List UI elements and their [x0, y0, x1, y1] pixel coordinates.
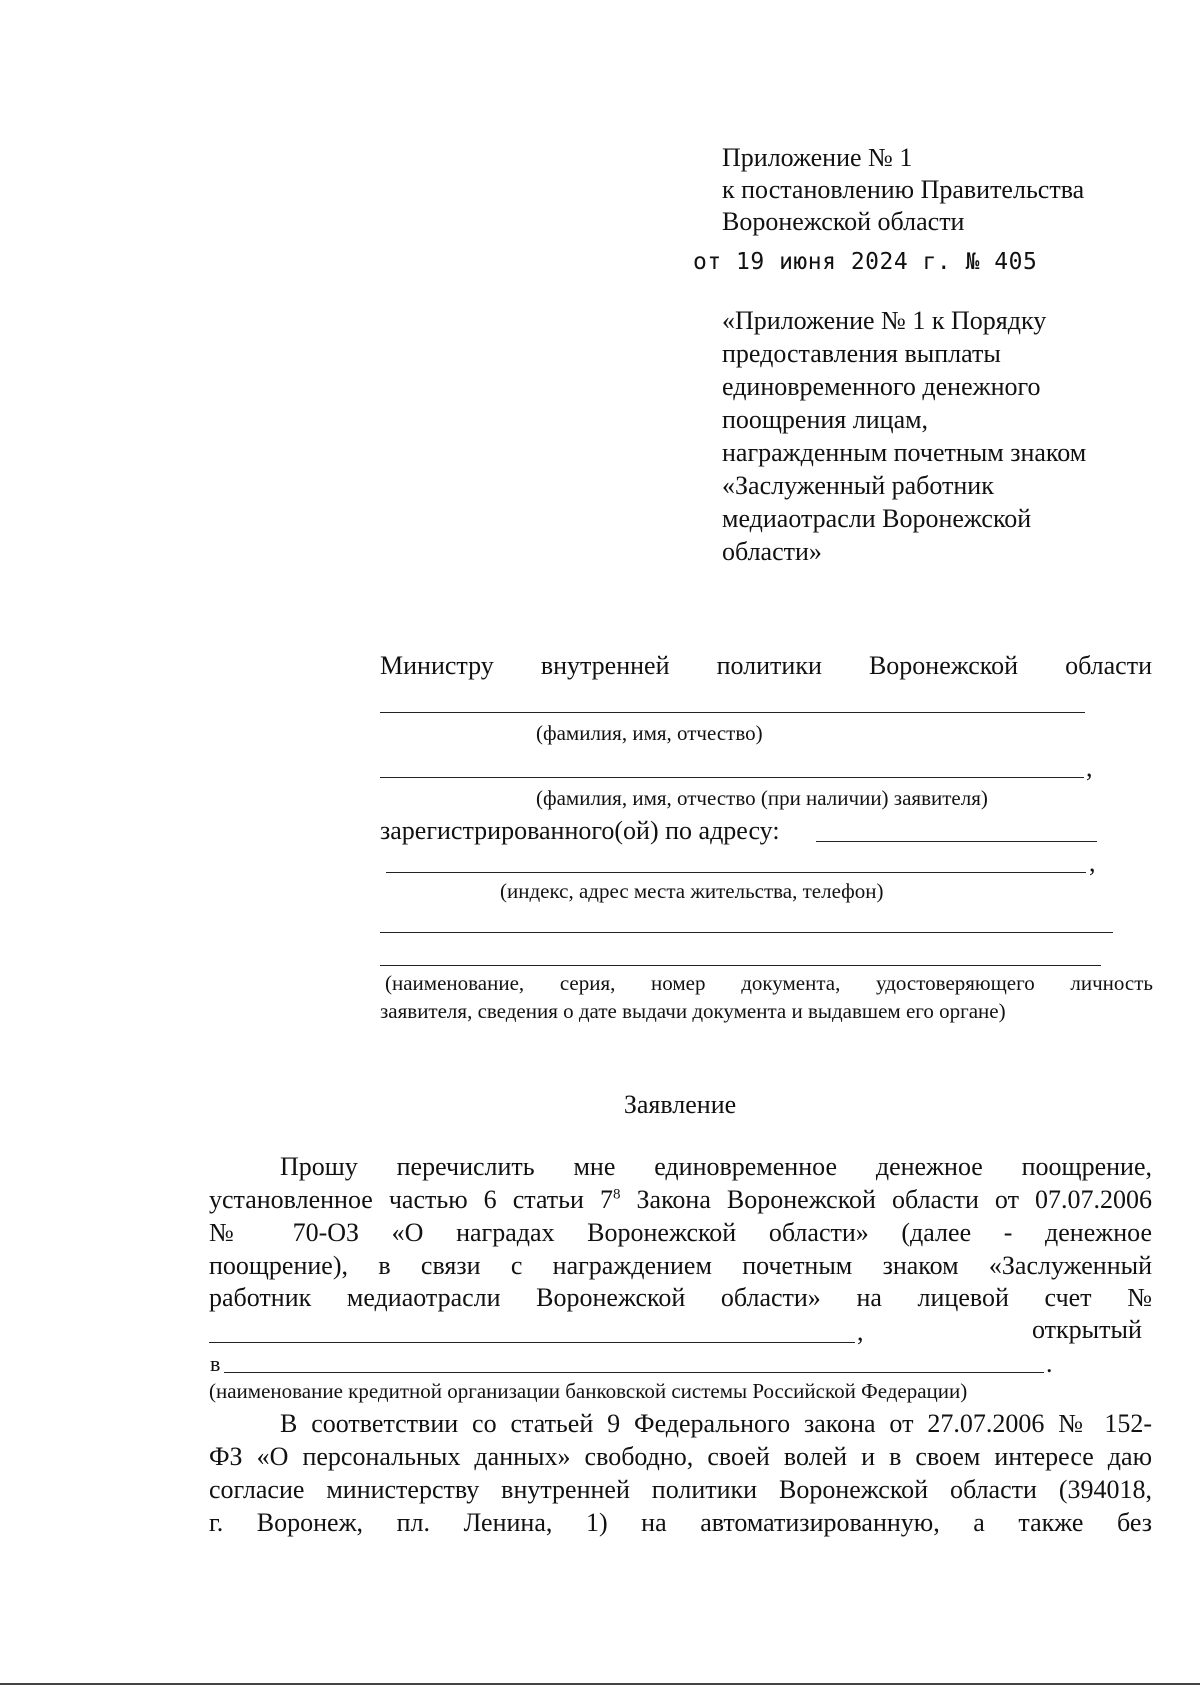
order-line: «Приложение № 1 к Порядку — [722, 306, 1047, 335]
statement-text: установленное частью 6 статьи 7 — [209, 1185, 613, 1214]
order-line: области» — [722, 537, 822, 566]
statement-text: № 70-ОЗ «О наградах Воронежской области» (далее - денежное — [209, 1218, 1152, 1247]
account-number-line[interactable] — [209, 1342, 855, 1343]
order-line: предоставления выплаты — [722, 339, 1001, 368]
comma: , — [1089, 848, 1096, 877]
order-line: медиаотрасли Воронежской — [722, 504, 1032, 533]
page-bottom-edge — [0, 1683, 1200, 1685]
consent-text: В соответствии со статьей 9 Федерального закона от 27.07.2006 № 152- — [280, 1409, 1152, 1438]
statement-title: Заявление — [623, 1090, 737, 1119]
appendix-number: Приложение № 1 — [722, 143, 913, 172]
order-line: награжденным почетным знаком — [722, 438, 1087, 467]
consent-text: согласие министерству внутренней политики Воронежской области (394018, — [209, 1475, 1152, 1504]
registered-address-label: зарегистрированного(ой) по адресу: — [380, 816, 780, 845]
superscript: 8 — [612, 1186, 621, 1203]
address-caption: (индекс, адрес места жительства, телефон) — [500, 879, 884, 903]
fio-caption: (фамилия, имя, отчество) — [536, 721, 763, 745]
order-line: единовременного денежного — [722, 372, 1041, 401]
comma: , — [857, 1317, 864, 1346]
document-caption: (наименование, серия, номер документа, удостоверяющего личность — [385, 971, 1153, 995]
statement-text: работник медиаотрасли Воронежской области» на лицевой счет № — [209, 1283, 1152, 1312]
address-line[interactable] — [816, 841, 1097, 842]
statement-text — [209, 1184, 1152, 1216]
bank-prefix: в — [210, 1351, 221, 1376]
document-line-2[interactable] — [380, 965, 1101, 966]
order-line: «Заслуженный работник — [722, 471, 994, 500]
document-caption: заявителя, сведения о дате выдачи документа и выдавшем его органе) — [380, 999, 1006, 1023]
minister-addressee: Министру внутренней политики Воронежской области — [380, 651, 1152, 680]
consent-text: ФЗ «О персональных данных» свободно, своей волей и в своем интересе даю — [209, 1442, 1152, 1471]
statement-text: поощрение), в связи с награждением почетным знаком «Заслуженный — [209, 1251, 1152, 1280]
order-line: поощрения лицам, — [722, 405, 929, 434]
applicant-fio-line[interactable] — [380, 777, 1084, 778]
bank-name-line[interactable] — [224, 1372, 1044, 1373]
statement-text: Прошу перечислить мне единовременное денежное поощрение, — [280, 1152, 1152, 1181]
address-line-2[interactable] — [386, 872, 1086, 873]
applicant-caption: (фамилия, имя, отчество (при наличии) заявителя) — [536, 786, 988, 810]
region-name: Воронежской области — [722, 207, 965, 236]
document-line-1[interactable] — [380, 932, 1113, 933]
comma: , — [1086, 753, 1093, 782]
resolution-date-number: от 19 июня 2024 г. № 405 — [693, 249, 1038, 275]
opened-label: открытый — [1032, 1315, 1142, 1344]
bank-caption: (наименование кредитной организации банковской системы Российской Федерации) — [209, 1379, 968, 1403]
fio-minister-line[interactable] — [380, 712, 1085, 713]
period: . — [1046, 1349, 1053, 1378]
resolution-reference: к постановлению Правительства — [722, 175, 1085, 204]
consent-text: г. Воронеж, пл. Ленина, 1) на автоматизированную, а также без — [209, 1508, 1152, 1537]
statement-text: Закона Воронежской области от 07.07.2006 — [620, 1185, 1152, 1214]
